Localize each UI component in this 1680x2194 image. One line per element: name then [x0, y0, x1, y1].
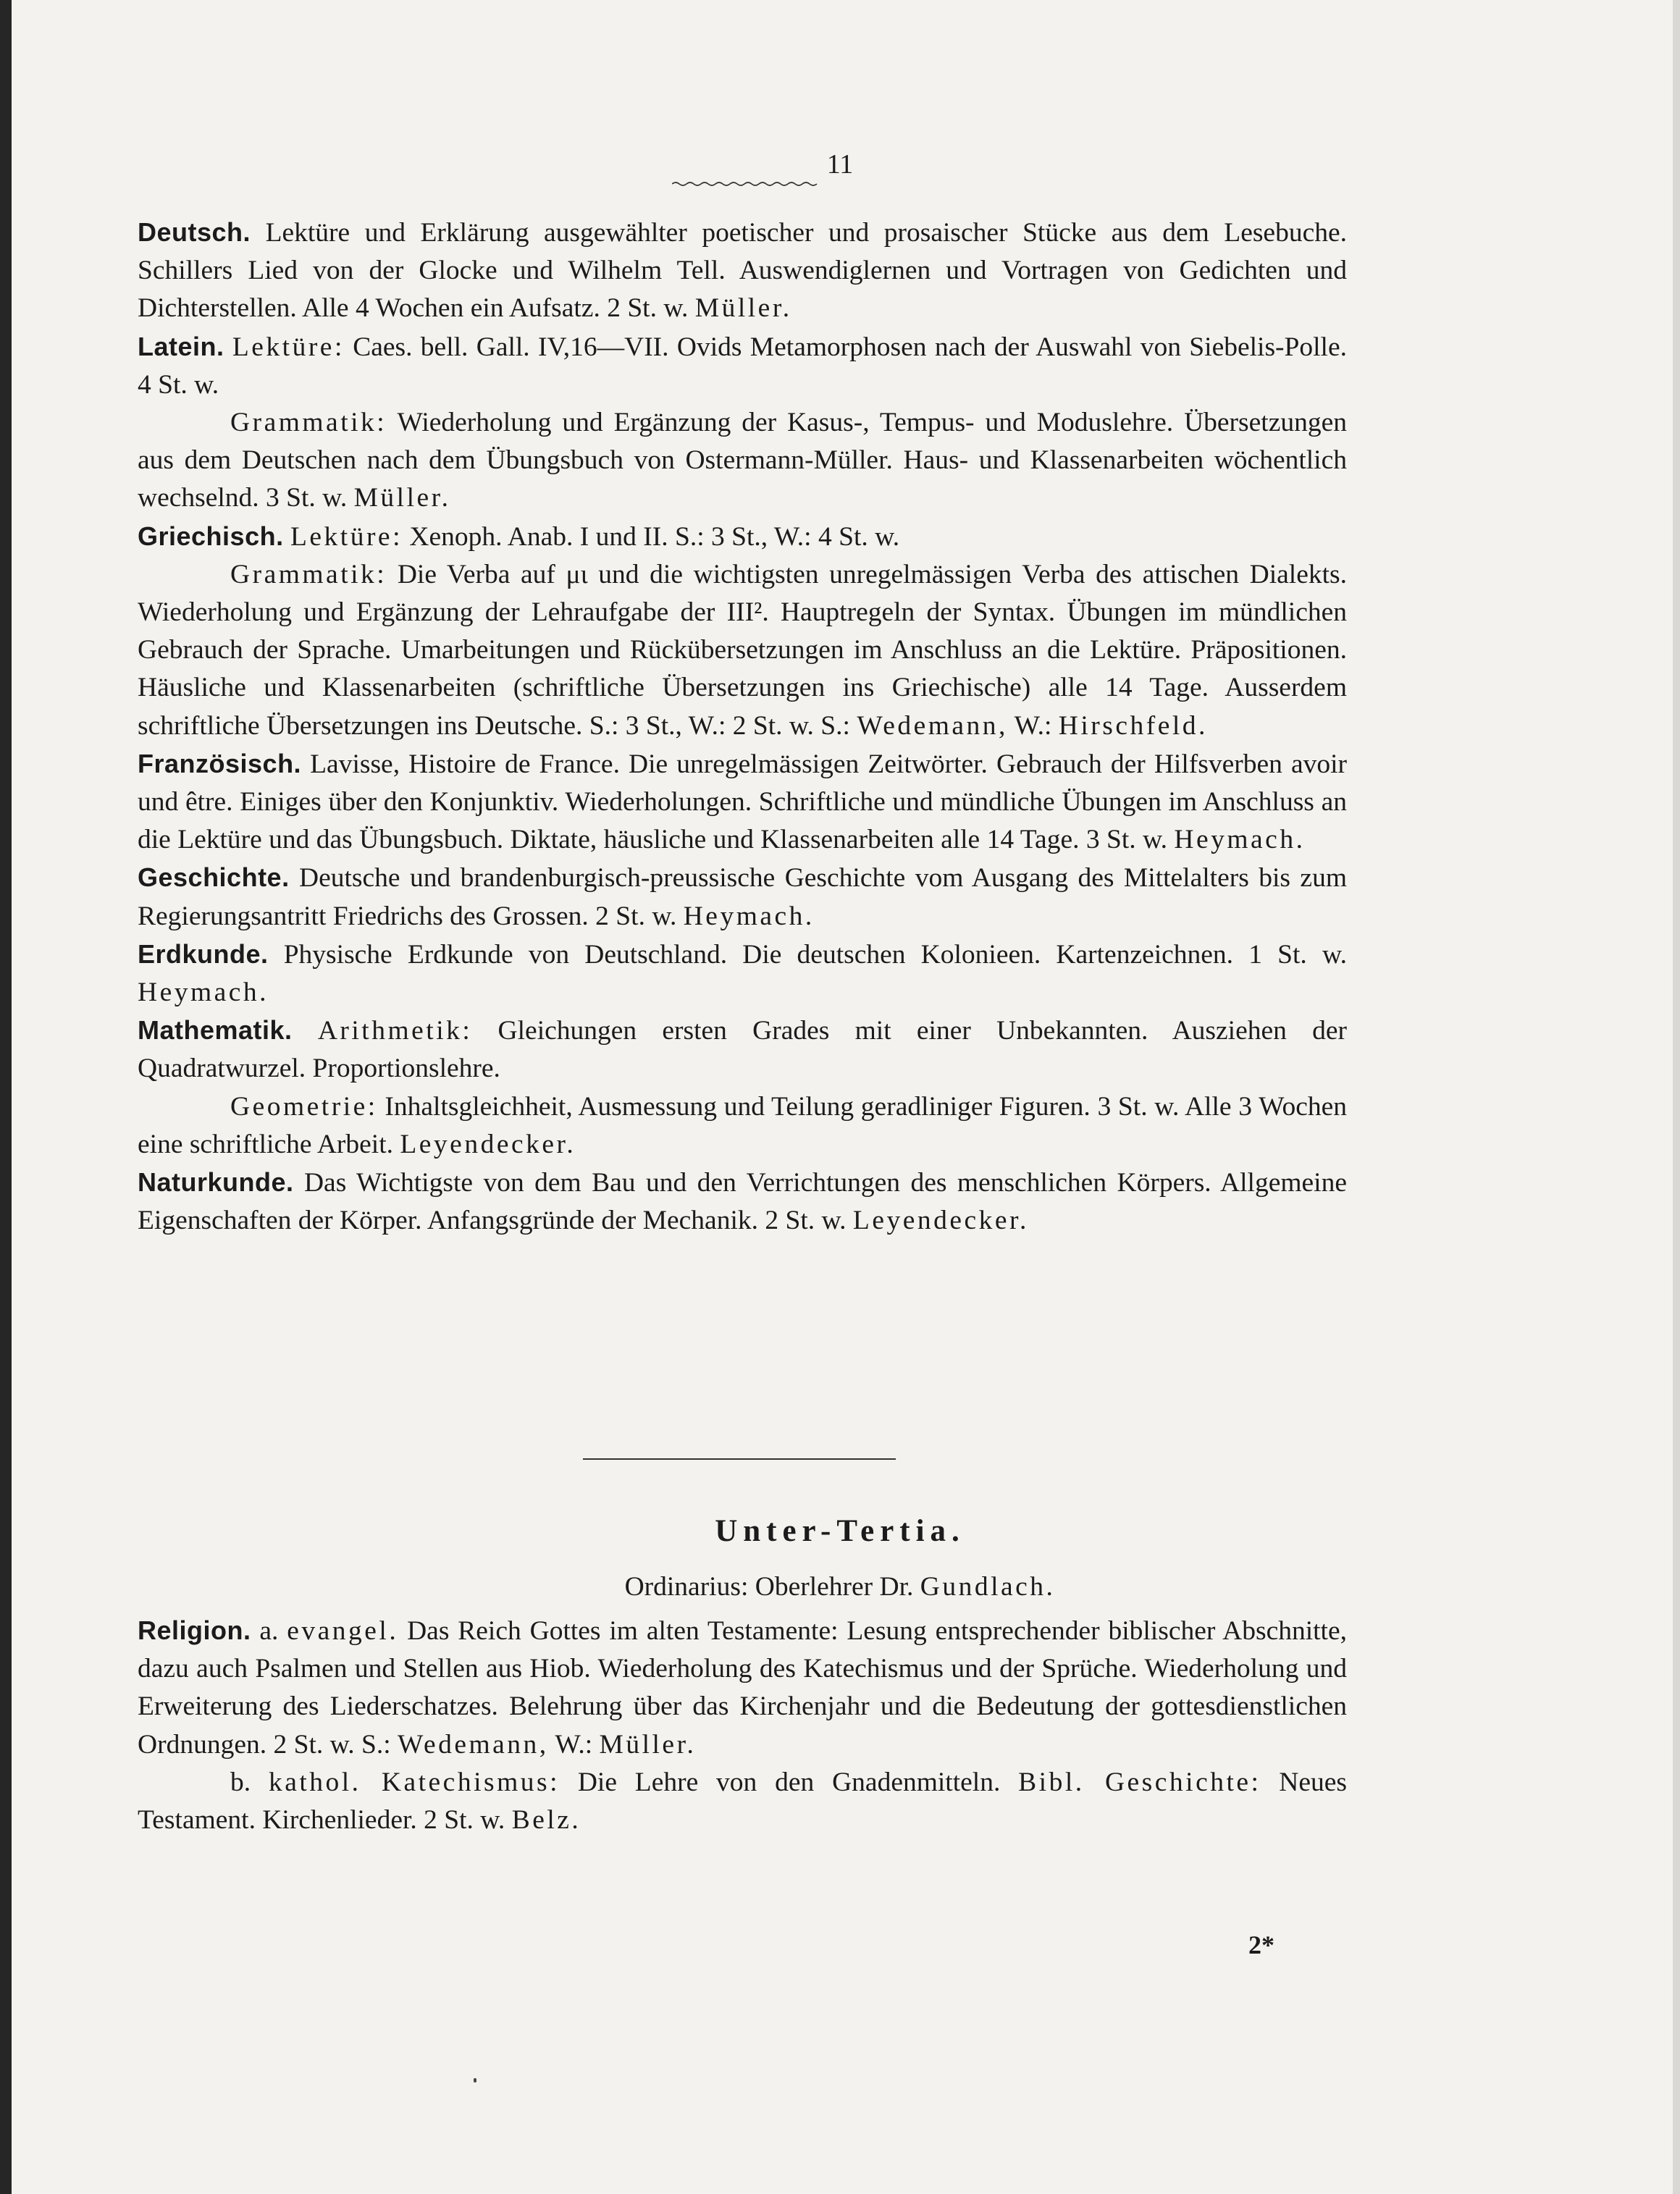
page-number-ornament [672, 181, 821, 187]
upper-text-block [138, 214, 1347, 1240]
spaced-term: kathol. Katechismus: [268, 1767, 560, 1797]
body-text: Xenoph. Anab. I und II. S.: 3 St., W.: 4 St. w. [403, 521, 900, 552]
ordinarius-name: Gundlach. [920, 1572, 1056, 1602]
spaced-term: Leyendecker. [852, 1206, 1029, 1236]
page-number: 11 [826, 149, 854, 180]
body-text: Deutsche und brandenburgisch-preussische Geschichte vom Ausgang des Mittelalters bis zum Regierungsantritt Friedrichs des Grossen. 2 St. w. [138, 863, 1347, 931]
subject-heading: Naturkunde. [138, 1167, 294, 1198]
subject-heading: Griechisch. [138, 521, 284, 551]
continuation-paragraph [138, 1088, 1347, 1164]
continuation-paragraph [138, 556, 1347, 745]
subject-paragraph [138, 328, 1347, 404]
body-text: a. [251, 1616, 287, 1646]
body-text: Physische Erdkunde von Deutschland. Die deutschen Kolonieen. Kartenzeichnen. 1 St. w. [268, 939, 1347, 970]
subject-paragraph [138, 1012, 1347, 1088]
spaced-term: Müller. [694, 293, 792, 324]
spaced-term: Geometrie: [230, 1091, 378, 1122]
section-title: Unter-Tertia. [715, 1514, 965, 1548]
body-text: Neues Testament. Kirchenlieder. 2 St. w. [138, 1767, 1348, 1836]
body-text: b. [230, 1767, 269, 1797]
body-text: Inhaltsgleichheit, Ausmessung und Teilung geradliniger Figuren. 3 St. w. Alle 3 Wochen eine schriftliche Arbeit. [138, 1091, 1347, 1159]
subject-paragraph [138, 1164, 1347, 1240]
body-text: Das Reich Gottes im alten Testamente: Lesung entsprechender biblischer Abschnitte, dazu auch Psalmen und Stellen aus Hiob. Wiederholung des Katechismus und der Sprüche. Wiederholung und Erweiterung des Liederschatzes. Belehrung über das Kirchenjahr und die Bedeutung der gottesdienstlichen Ordnungen. 2 St. w. S.: [138, 1616, 1347, 1760]
subject-paragraph [138, 1612, 1347, 1764]
subject-paragraph [138, 745, 1347, 859]
section-divider [583, 1458, 896, 1460]
body-text [284, 522, 290, 552]
spaced-term: Lektüre: [290, 521, 403, 552]
spaced-term: Wedemann, [857, 710, 1008, 741]
body-text: Die Lehre von den Gnadenmitteln. [560, 1767, 1019, 1797]
spaced-term: Grammatik: [230, 559, 387, 589]
spaced-term: Wedemann, [398, 1729, 549, 1760]
spaced-term: Grammatik: [230, 408, 387, 438]
body-text [224, 332, 232, 362]
spaced-term: Heymach. [1174, 825, 1306, 855]
subject-heading: Geschichte. [138, 862, 290, 893]
body-text: Lektüre und Erklärung ausgewählter poetischer und prosaischer Stücke aus dem Lesebuche. Schillers Lied von der Glocke und Wilhelm Tell. Auswendiglernen und Vortragen von Gedichten und Dichterstellen. Alle 4 Wochen ein Aufsatz. 2 St. w. [138, 218, 1347, 324]
continuation-paragraph [138, 1764, 1347, 1839]
spaced-term: Müller. [353, 483, 451, 513]
spaced-term: Leyendecker. [400, 1129, 576, 1159]
spaced-term: Heymach. [683, 901, 815, 931]
subject-paragraph [138, 518, 1347, 556]
subject-heading: Mathematik. [138, 1015, 293, 1046]
subject-heading: Deutsch. [138, 217, 251, 247]
spaced-term: Belz. [511, 1805, 581, 1836]
body-text: Lavisse, Histoire de France. Die unregelmässigen Zeitwörter. Gebrauch der Hilfsverben avoir und être. Einiges über den Konjunktiv. Wiederholungen. Schriftliche und mündliche Übungen im Anschluss an die Lektüre und das Übungsbuch. Diktate, häusliche und Klassenarbeiten alle 14 Tage. 3 St. w. [138, 749, 1347, 855]
spaced-term: Lektüre: [232, 332, 345, 362]
subject-heading: Latein. [138, 331, 224, 361]
spaced-term: Hirschfeld. [1058, 710, 1208, 741]
scan-border-right [1673, 0, 1680, 2194]
scan-border-left [0, 0, 12, 2194]
body-text: W.: [548, 1729, 600, 1760]
subject-paragraph [138, 859, 1347, 935]
ordinarius-line [0, 1571, 1680, 1602]
signature-mark: 2* [1248, 1930, 1274, 1959]
subject-heading: Religion. [138, 1615, 251, 1645]
body-text: Caes. bell. Gall. IV,16—VII. Ovids Metamorphosen nach der Auswahl von Siebelis-Polle. 4 St. w. [138, 332, 1347, 400]
ordinarius-label: Ordinarius: Oberlehrer Dr. [624, 1572, 920, 1602]
lower-text-block [138, 1612, 1347, 1839]
body-text: Gleichungen ersten Grades mit einer Unbekannten. Ausziehen der Quadratwurzel. Proportionslehre. [138, 1016, 1347, 1084]
continuation-paragraph [138, 404, 1347, 518]
body-text: Wiederholung und Ergänzung der Kasus-, Tempus- und Moduslehre. Übersetzungen aus dem Deutschen nach dem Übungsbuch von Ostermann-Müller. Haus- und Klassenarbeiten wöchentlich wechselnd. 3 St. w. [138, 408, 1347, 513]
spaced-term: Bibl. Geschichte: [1018, 1767, 1261, 1797]
subject-heading: Erdkunde. [138, 938, 269, 969]
body-text: Die Verba auf μι und die wichtigsten unregelmässigen Verba des attischen Dialekts. Wiederholung und Ergänzung der Lehraufgabe der III². Hauptregeln der Syntax. Übungen im mündlichen Gebrauch der Sprache. Umarbeitungen und Rückübersetzungen im Anschluss an die Lektüre. Präpositionen. Häusliche und Klassenarbeiten (schriftliche Übersetzungen ins Griechische) alle 14 Tage. Ausserdem schriftliche Übersetzungen ins Deutsche. S.: 3 St., W.: 2 St. w. S.: [138, 559, 1347, 741]
body-text [293, 1016, 318, 1046]
spaced-term: Müller. [599, 1729, 697, 1760]
body-text: Das Wichtigste von dem Bau und den Verrichtungen des menschlichen Körpers. Allgemeine Eigenschaften der Körper. Anfangsgründe der Mechanik. 2 St. w. [138, 1168, 1347, 1236]
subject-paragraph [138, 214, 1347, 328]
subject-heading: Französisch. [138, 748, 302, 778]
body-text: W.: [1007, 710, 1059, 741]
spaced-term: Arithmetik: [317, 1016, 473, 1046]
spaced-term: Heymach. [138, 978, 269, 1008]
ink-speck [474, 2078, 476, 2082]
spaced-term: evangel. [287, 1616, 399, 1646]
subject-paragraph [138, 936, 1347, 1012]
